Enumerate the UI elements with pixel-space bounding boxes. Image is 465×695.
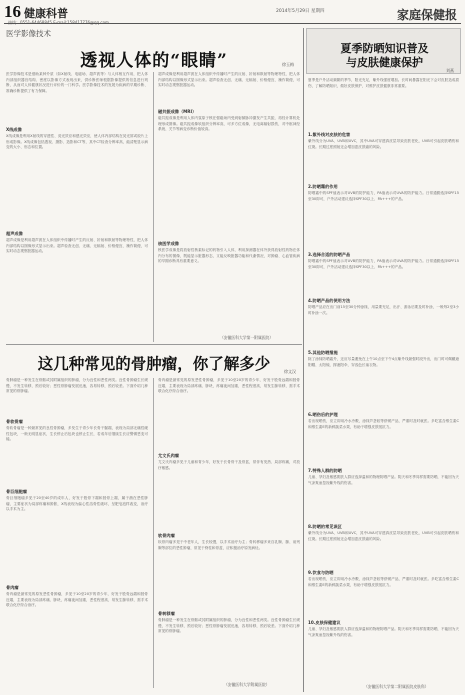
article3-subhead-4: 4.防晒产品的使用方法 (308, 298, 351, 303)
article1-subhead-2: 超声成像 (6, 231, 23, 236)
article2-headline: 这几种常见的骨肿瘤，你了解多少 (37, 354, 271, 373)
article1-column-divider (153, 72, 154, 342)
article3-para-10: 儿童、孕妇及敏感肌肤人群应选择温和的物理防晒产品。阴天和冬季同样需要防晒，不能因为天气凉爽而忽视紫外线的伤害。 (308, 627, 459, 637)
article1-headline: 透视人体的“眼睛” (80, 51, 228, 71)
article2-subhead-4: 尤文氏肉瘤 (158, 453, 179, 458)
article2-para-3: 骨巨细胞瘤多见于20至40岁的成年人，好发于股骨下端和胫骨上端，属于潜在恶性肿瘤，主要症状为局部疼痛和肿胀，X线表现为偏心性溶骨性破坏，呈肥皂泡样改变，治疗以手术为主。 (6, 496, 148, 512)
article1-para-4: 磁共振成像是利用人体内氢原子核在强磁场内受到射频脉冲激发产生共振，再经计算机处理形成图像。磁共振成像软组织分辨率高，可多方位成像，无电离辐射损伤，对中枢神经系统、关节等病变诊断价值较高。 (158, 116, 300, 132)
article1-para-3: 超声成像是利用超声波在人体组织中传播时产生的反射、折射和散射等物理特性，把人体内部结构以图像形式显示出来。超声检查无创、无痛、无辐射、价格便宜、操作简便，可实时动态观察脏器运动。 (6, 238, 148, 254)
right-column (306, 28, 461, 692)
article2-source-credit: （安徽医科大学附属医院） (224, 682, 270, 687)
article1-para-2: X线成像是利用X射线的穿透性、荧光效应和感光效应，使人体内部结构在荧光屏或胶片上形成影像。X线成像包括透视、摄影、造影和CT等，其中CT检查分辨率高，能清楚显示病变的大小、形态和位置。 (6, 134, 148, 150)
section-title-left: 健康科普 (24, 7, 68, 20)
page-number: 16 (4, 2, 21, 21)
article3-subhead-3: 3.选择合适的防晒产品 (308, 252, 351, 257)
article3-headline-line2: 与皮肤健康保护 (346, 56, 423, 69)
article1-subhead-4: 核医学成像 (158, 241, 179, 246)
article2-subhead-1: 骨软骨瘤 (6, 419, 23, 424)
article2-para-1: 骨肿瘤是一种发生在骨骼或其附属组织的肿瘤，分为良性和恶性两类。良性骨肿瘤生长缓慢，不发生转移，预后较好；恶性骨肿瘤发展迅速，容易转移，预后较差。下面介绍几种常见的骨肿瘤。 (6, 378, 148, 394)
article3-para-7: 儿童、孕妇及敏感肌肤人群应选择温和的物理防晒产品。阴天和冬季同样需要防晒，不能因为天气凉爽而忽视紫外线的伤害。 (308, 475, 459, 485)
article2-para-4b: 骨肉瘤是最常见的原发恶性骨肿瘤，多见于10至20岁的青少年，好发于股骨远端和胫骨近端，主要表现为局部疼痛、肿块，疼痛夜间加重，恶性程度高，易发生肺转移，需手术联合化疗综合治疗。 (158, 378, 300, 394)
date-line: 2014年5月29日 星期四 (276, 9, 325, 14)
article1-subhead-1: X线成像 (6, 127, 22, 132)
article3-source-credit: （安徽医科大学第二附属医院皮肤科） (364, 684, 429, 689)
article3-subhead-9: 9.饮食与防晒 (308, 570, 334, 575)
article3-headline-line1: 夏季防晒知识普及 (340, 42, 429, 55)
section-title-right: 家庭保健报 (396, 8, 457, 22)
left-column (6, 28, 302, 692)
article3-para-1: 夏季是户外活动频繁的季节，阳光充足，紫外线强度增加。长时间暴露在阳光下会对皮肤造成损伤，了解防晒知识，做好皮肤保护，对维护皮肤健康非常重要。 (308, 78, 459, 88)
article1-kicker: 医学影像技术 (6, 29, 51, 38)
article2-para-6: 软骨肉瘤多见于中老年人，生长较慢，以手术治疗为主；骨转移瘤多来自乳腺、肺、前列腺等部位的恶性肿瘤，常见于脊柱和骨盆，应积极治疗原发病灶。 (158, 540, 300, 550)
article3-para-3b: 防晒霜中的SPF值表示对UVB的防护能力，PA值表示对UVA的防护能力。日常通勤选择SPF15至30即可，户外活动建议选择SPF30以上、PA+++的产品。 (308, 259, 459, 269)
article1-subhead-3: 磁共振成像（MRI） (158, 109, 197, 114)
article3-para-2: 紫外线分为UVA、UVB和UVC，其中UVA可穿透真皮层导致皮肤老化，UVB可引起皮肤晒伤和红斑。长期过度照射还会增加患皮肤癌的风险。 (308, 139, 459, 149)
article2-subhead-2: 骨巨细胞瘤 (6, 489, 27, 494)
article3-subhead-6: 6.晒伤后的护理 (308, 412, 338, 417)
masthead (4, 3, 461, 25)
article2-para-2: 骨软骨瘤是一种最常见的良性骨肿瘤，多发生于青少年长骨干骺端，表现为局部无痛性硬性包块，一般无明显症状，生长停止后包块也停止生长，若成年后继续生长应警惕恶变可能。 (6, 426, 148, 442)
article3-subhead-10: 10.皮肤保健建议 (308, 620, 341, 625)
article1-para-3b: 超声成像是利用超声波在人体组织中传播时产生的反射、折射和散射等物理特性，把人体内部结构以图像形式显示出来。超声检查无创、无痛、无辐射、价格便宜、操作简便，可实时动态观察脏器运动。 (158, 72, 300, 88)
article1-source-credit: （安徽医科大学第一附属医院） (220, 335, 274, 340)
article3-subhead-2: 2.防晒霜的作用 (308, 184, 338, 189)
article3-para-3: 防晒霜中的SPF值表示对UVB的防护能力，PA值表示对UVA的防护能力。日常通勤选择SPF15至30即可，户外活动建议选择SPF30以上、PA+++的产品。 (308, 191, 459, 201)
article3-para-9: 若出现晒伤，应立即用冷水冷敷，涂抹芦荟胶等舒缓产品，严重时及时就医。多吃富含维生素C和维生素E的新鲜蔬菜水果，有助于增强皮肤抵抗力。 (308, 577, 459, 587)
article1-para-1: 医学影像技术是借助某种介质（如X射线、电磁场、超声波等）与人体相互作用，把人体内部组织器官结构、密度以影像方式表现出来，供诊断医师根据影像提供的信息进行判断，从而对人体健康状况进行评价的一门科学。医学影像技术的发展为疾病的早期诊断、准确诊断提供了有力保障。 (6, 72, 148, 93)
article1-byline: 徐玉梅 (282, 62, 294, 67)
article3-para-8: 紫外线分为UVA、UVB和UVC，其中UVA可穿透真皮层导致皮肤老化，UVB可引起皮肤晒伤和红斑。长期过度照射还会增加患皮肤癌的风险。 (308, 531, 459, 541)
article2-para-5: 尤文氏肉瘤多见于儿童和青少年，好发于长骨骨干及骨盆，常伴有发热、局部疼痛，对放疗敏感。 (158, 460, 300, 470)
masthead-rule (4, 23, 461, 24)
article1-para-5: 核医学成像是将放射性核素标记的药物引入人体，利用探测器在体外获得放射性药物在体内分布的图像，既能显示脏器形态，又能反映脏器功能和代谢情况，对肿瘤、心血管疾病的早期诊断具有重要意义。 (158, 248, 300, 264)
article3-subhead-8: 8.防晒的常见误区 (308, 524, 342, 529)
article2-para-6b: 骨肿瘤是一种发生在骨骼或其附属组织的肿瘤，分为良性和恶性两类。良性骨肿瘤生长缓慢，不发生转移，预后较好；恶性骨肿瘤发展迅速，容易转移，预后较差。下面介绍几种常见的骨肿瘤。 (158, 618, 300, 634)
article2-byline: 徐文汉 (284, 369, 296, 374)
article2-para-4: 骨肉瘤是最常见的原发恶性骨肿瘤，多见于10至20岁的青少年，好发于股骨远端和胫骨近端，主要表现为局部疼痛、肿块，疼痛夜间加重，恶性程度高，易发生肺转移，需手术联合化疗综合治疗。 (6, 592, 148, 608)
article2-column-divider (153, 378, 154, 688)
article3-subhead-5: 5.其他防晒措施 (308, 350, 338, 355)
article2-subhead-5: 软骨肉瘤 (158, 533, 175, 538)
article3-para-5: 除了涂抹防晒霜外，还应尽量避免在上午10点至下午4点紫外线最强时段外出，出门时可佩戴遮阳帽、太阳镜，撑遮阳伞，穿浅色长袖衣物。 (308, 357, 459, 367)
article2-subhead-6: 骨转移瘤 (158, 611, 175, 616)
article3-para-4: 防晒产品应在出门前15至30分钟涂抹，用量要充足，出汗、游泳后要及时补涂，一般每2至3小时补涂一次。 (308, 305, 459, 315)
article3-headline-box (306, 28, 461, 74)
article-separator (6, 344, 302, 345)
page-column-divider (303, 28, 304, 692)
article3-subhead-7: 7.特殊人群的防晒 (308, 468, 342, 473)
article3-subhead-1: 1.紫外线对皮肤的危害 (308, 132, 351, 137)
article2-subhead-3: 骨肉瘤 (6, 585, 19, 590)
article3-byline: 刘燕 (446, 68, 454, 73)
article3-para-6: 若出现晒伤，应立即用冷水冷敷，涂抹芦荟胶等舒缓产品，严重时及时就医。多吃富含维生素C和维生素E的新鲜蔬菜水果，有助于增强皮肤抵抗力。 (308, 419, 459, 429)
